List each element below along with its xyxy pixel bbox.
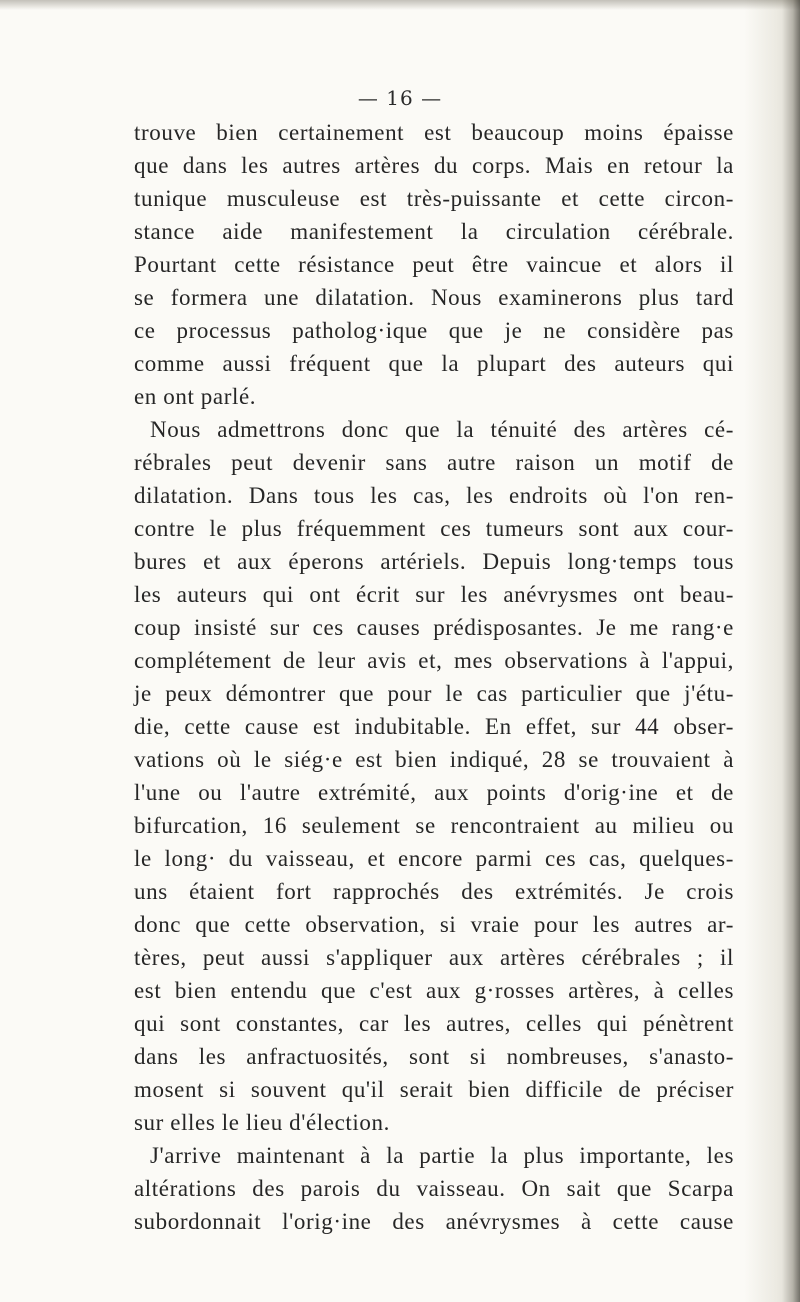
text-line: Nous admettrons donc que la ténuité des artères cé- [150, 417, 734, 442]
text-line: mosent si souvent qu'il serait bien difficile de préciser [134, 1077, 734, 1102]
page-top-edge [0, 0, 800, 10]
text-line: tères, peut aussi s'appliquer aux artères cérébrales ; il [134, 945, 734, 970]
text-line: bifurcation, 16 seulement se rencontraient au milieu ou [134, 813, 734, 838]
text-line: ce processus patholog·ique que je ne considère pas [134, 318, 734, 343]
text-line: contre le plus fréquemment ces tumeurs sont aux cour- [134, 516, 734, 541]
text-line: vations où le siég·e est bien indiqué, 28 se trouvaient à [134, 747, 734, 772]
text-line: les auteurs qui ont écrit sur les anévrysmes ont beau- [134, 582, 734, 607]
text-line: sur elles le lieu d'élection. [134, 1110, 390, 1135]
text-line: donc que cette observation, si vraie pour les autres ar- [134, 912, 734, 937]
text-line: dans les anfractuosités, sont si nombreuses, s'anasto- [134, 1044, 734, 1069]
text-line: rébrales peut devenir sans autre raison un motif de [134, 450, 734, 475]
text-line: altérations des parois du vaisseau. On sait que Scarpa [134, 1176, 734, 1201]
text-line: J'arrive maintenant à la partie la plus importante, les [150, 1143, 734, 1168]
text-line: est bien entendu que c'est aux g·rosses artères, à celles [134, 978, 734, 1003]
text-line: en ont parlé. [134, 384, 257, 409]
text-line: Pourtant cette résistance peut être vaincue et alors il [134, 252, 734, 277]
text-line: subordonnait l'orig·ine des anévrysmes à cette cause [134, 1209, 734, 1234]
text-line: uns étaient fort rapprochés des extrémités. Je crois [134, 879, 734, 904]
text-line: se formera une dilatation. Nous examinerons plus tard [134, 285, 734, 310]
text-line: que dans les autres artères du corps. Mais en retour la [134, 153, 734, 178]
text-line: dilatation. Dans tous les cas, les endroits où l'on ren- [134, 483, 734, 508]
text-line: stance aide manifestement la circulation cérébrale. [134, 219, 734, 244]
text-line: trouve bien certainement est beaucoup moins épaisse [134, 120, 734, 145]
page-number: — 16 — [357, 86, 443, 110]
body-text [134, 116, 734, 1238]
text-line: die, cette cause est indubitable. En effet, sur 44 obser- [134, 714, 734, 739]
text-line: comme aussi fréquent que la plupart des auteurs qui [134, 351, 734, 376]
text-line: l'une ou l'autre extrémité, aux points d'orig·ine et de [134, 780, 734, 805]
text-line: complétement de leur avis et, mes observations à l'appui, [134, 648, 734, 673]
text-line: je peux démontrer que pour le cas particulier que j'étu- [134, 681, 734, 706]
text-line: tunique musculeuse est très-puissante et cette circon- [134, 186, 734, 211]
text-line: bures et aux éperons artériels. Depuis long·temps tous [134, 549, 734, 574]
text-line: qui sont constantes, car les autres, celles qui pénètrent [134, 1011, 734, 1036]
text-line: le long· du vaisseau, et encore parmi ces cas, quelques- [134, 846, 734, 871]
binding-shadow [782, 0, 800, 1302]
text-line: coup insisté sur ces causes prédisposantes. Je me rang·e [134, 615, 734, 640]
